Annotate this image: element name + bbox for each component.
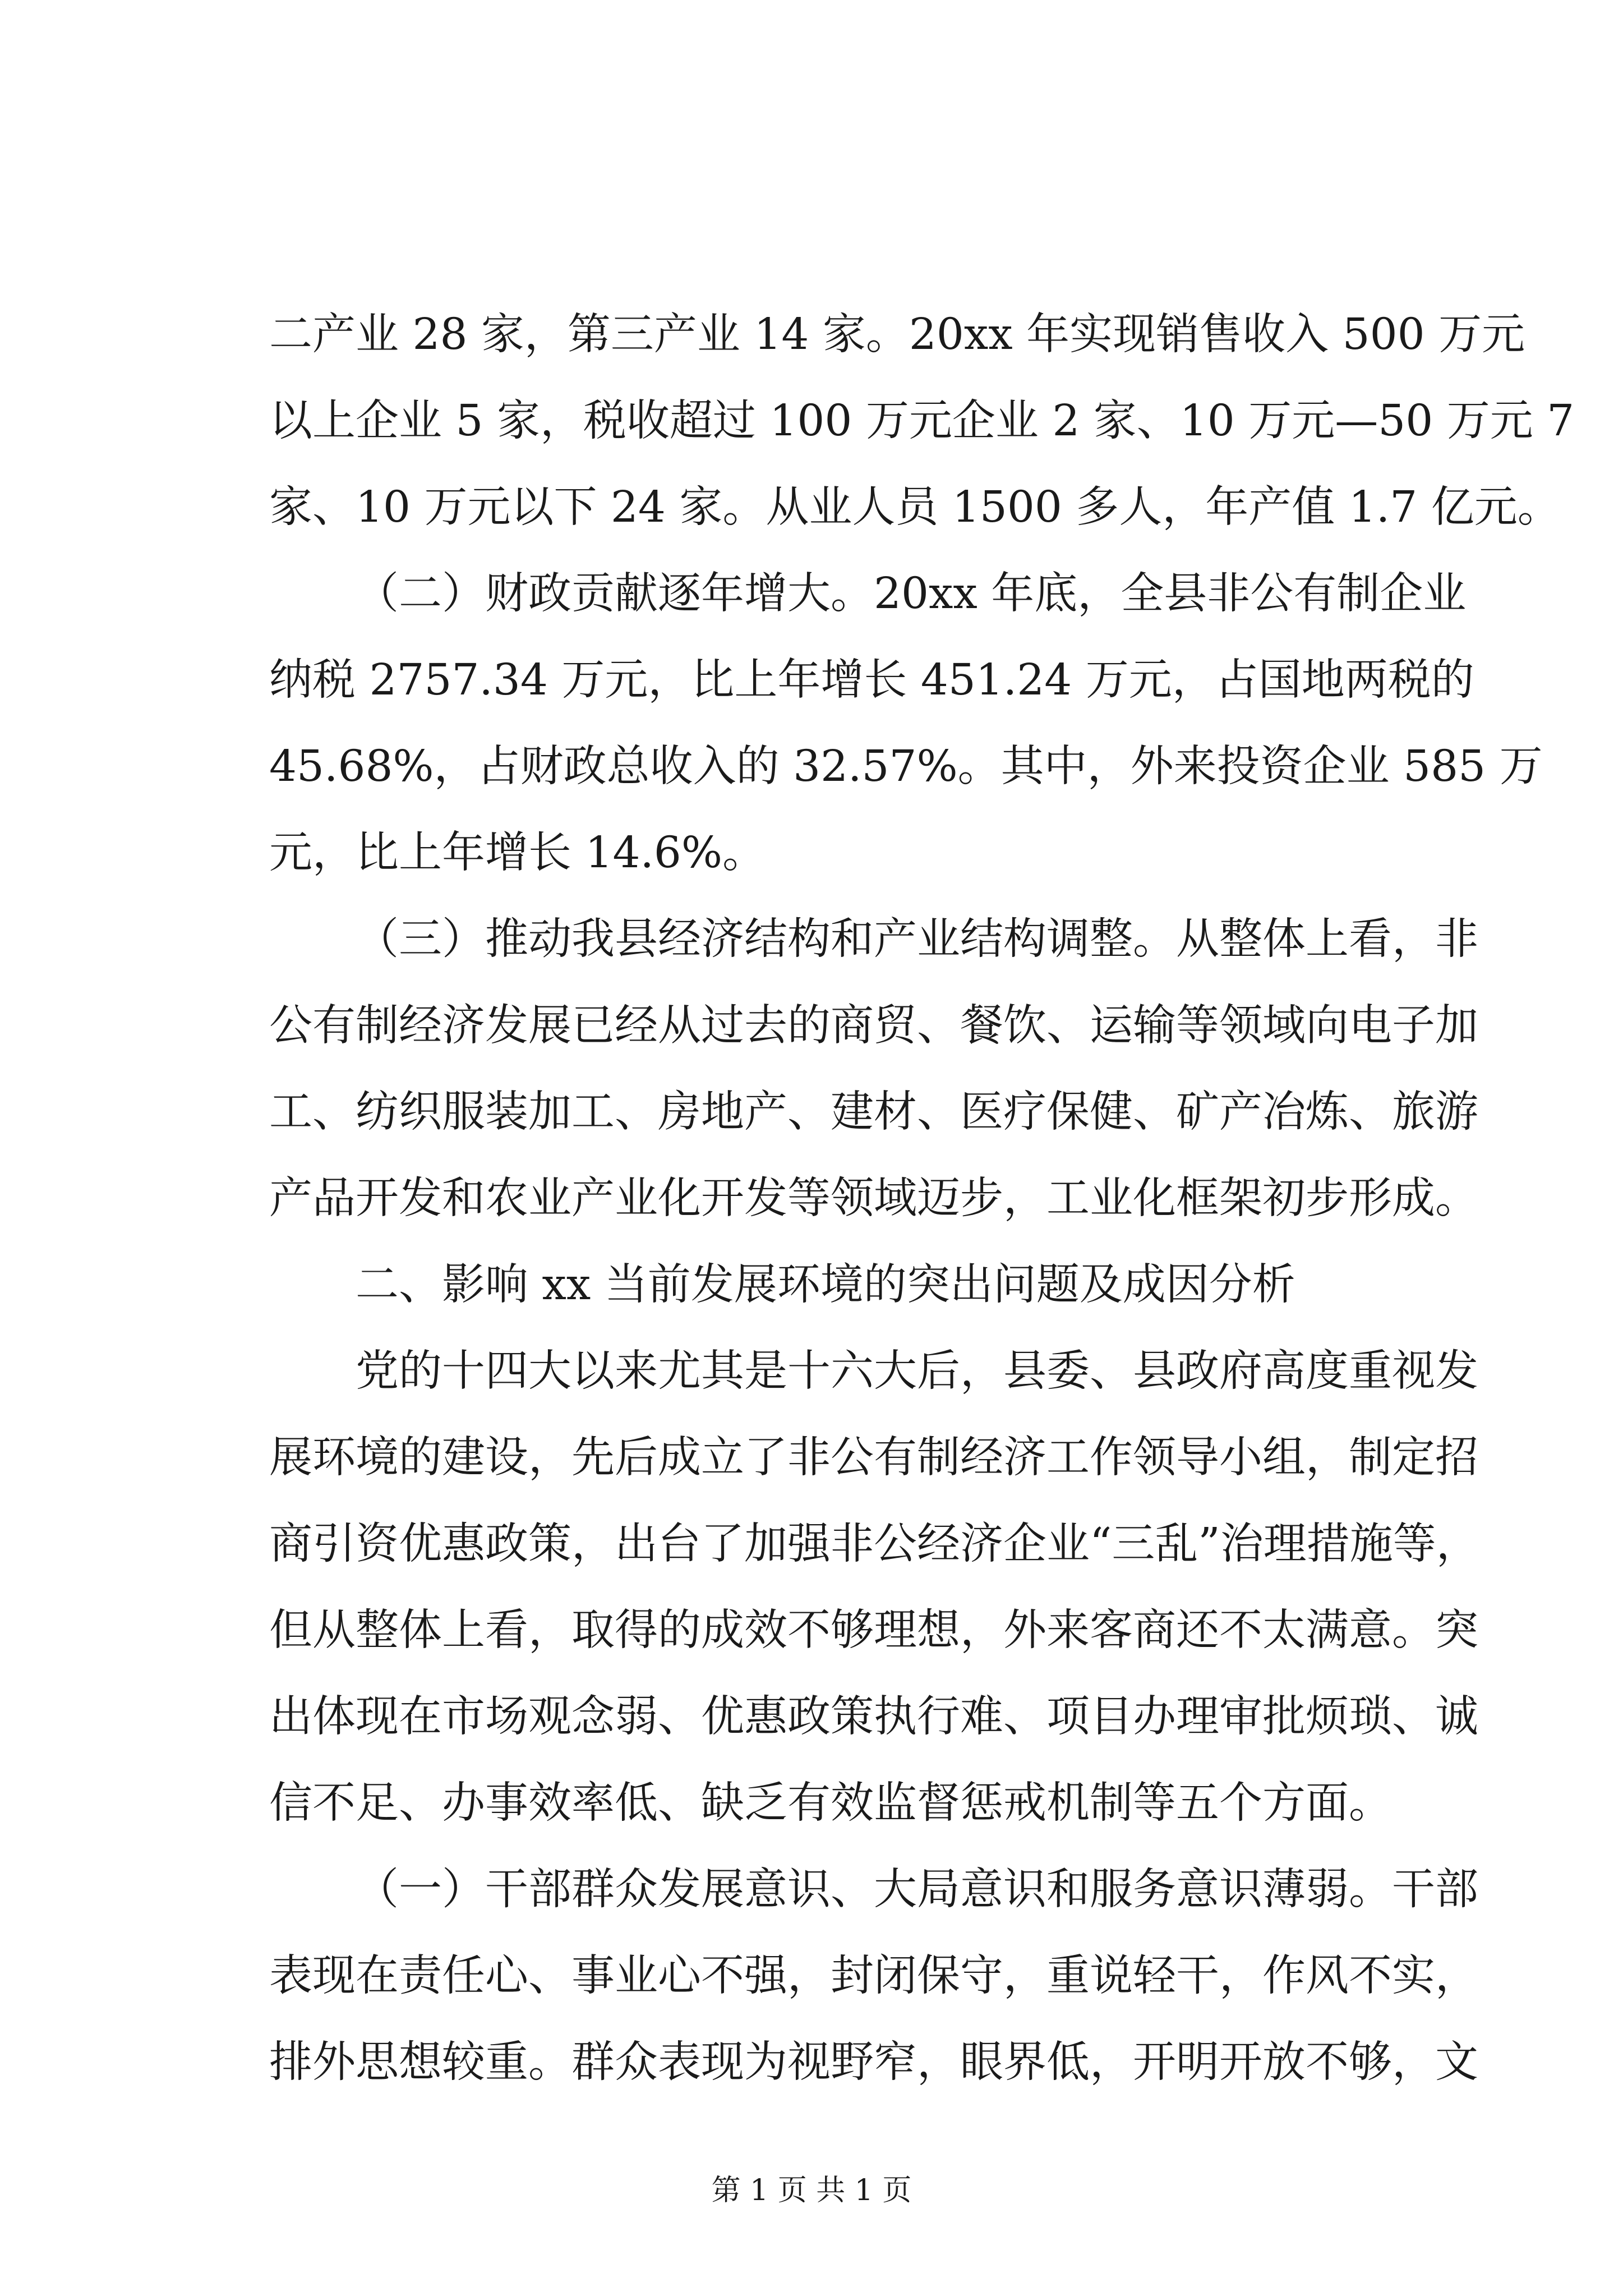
text-line: 出体现在市场观念弱、优惠政策执行难、项目办理审批烦琐、诚 — [269, 1692, 1478, 1742]
text-line: 以上企业 5 家，税收超过 100 万元企业 2 家、10 万元—50 万元 7 — [269, 396, 1575, 446]
text-line: 展环境的建设，先后成立了非公有制经济工作领导小组，制定招 — [269, 1433, 1478, 1483]
text-line: 元，比上年增长 14.6%。 — [269, 828, 766, 878]
text-line: 产品开发和农业产业化开发等领域迈步，工业化框架初步形成。 — [269, 1174, 1478, 1223]
page-number: 第 1 页 共 1 页 — [711, 2174, 912, 2207]
text-line: 信不足、办事效率低、缺乏有效监督惩戒机制等五个方面。 — [269, 1778, 1392, 1828]
document-body — [269, 292, 1575, 2106]
text-line: 商引资优惠政策，出台了加强非公经济企业“三乱”治理措施等， — [269, 1519, 1479, 1569]
page-footer — [0, 2171, 1623, 2210]
text-line: 家、10 万元以下 24 家。从业人员 1500 多人，年产值 1.7 亿元。 — [269, 482, 1561, 532]
text-line: 二产业 28 家，第三产业 14 家。20xx 年实现销售收入 500 万元 — [269, 310, 1525, 360]
text-line: 党的十四大以来尤其是十六大后，县委、县政府高度重视发 — [356, 1346, 1478, 1396]
text-line: 工、纺织服装加工、房地产、建材、医疗保健、矿产冶炼、旅游 — [269, 1087, 1478, 1137]
section-heading: 二、影响 xx 当前发展环境的突出问题及成因分析 — [356, 1260, 1295, 1310]
text-line: 公有制经济发展已经从过去的商贸、餐饮、运输等领域向电子加 — [269, 1001, 1478, 1051]
text-line: 纳税 2757.34 万元，比上年增长 451.24 万元，占国地两税的 — [269, 655, 1474, 705]
text-line: （一）干部群众发展意识、大局意识和服务意识薄弱。干部 — [356, 1865, 1478, 1915]
text-line: 45.68%，占财政总收入的 32.57%。其中，外来投资企业 585 万 — [269, 742, 1543, 792]
text-line: 但从整体上看，取得的成效不够理想，外来客商还不太满意。突 — [269, 1605, 1478, 1655]
text-line: （二）财政贡献逐年增大。20xx 年底，全县非公有制企业 — [356, 569, 1467, 619]
text-line: 表现在责任心、事业心不强，封闭保守，重说轻干，作风不实， — [269, 1951, 1478, 2001]
text-line: 排外思想较重。群众表现为视野窄，眼界低，开明开放不够，文 — [269, 2037, 1478, 2087]
text-line: （三）推动我县经济结构和产业结构调整。从整体上看，非 — [356, 914, 1478, 964]
